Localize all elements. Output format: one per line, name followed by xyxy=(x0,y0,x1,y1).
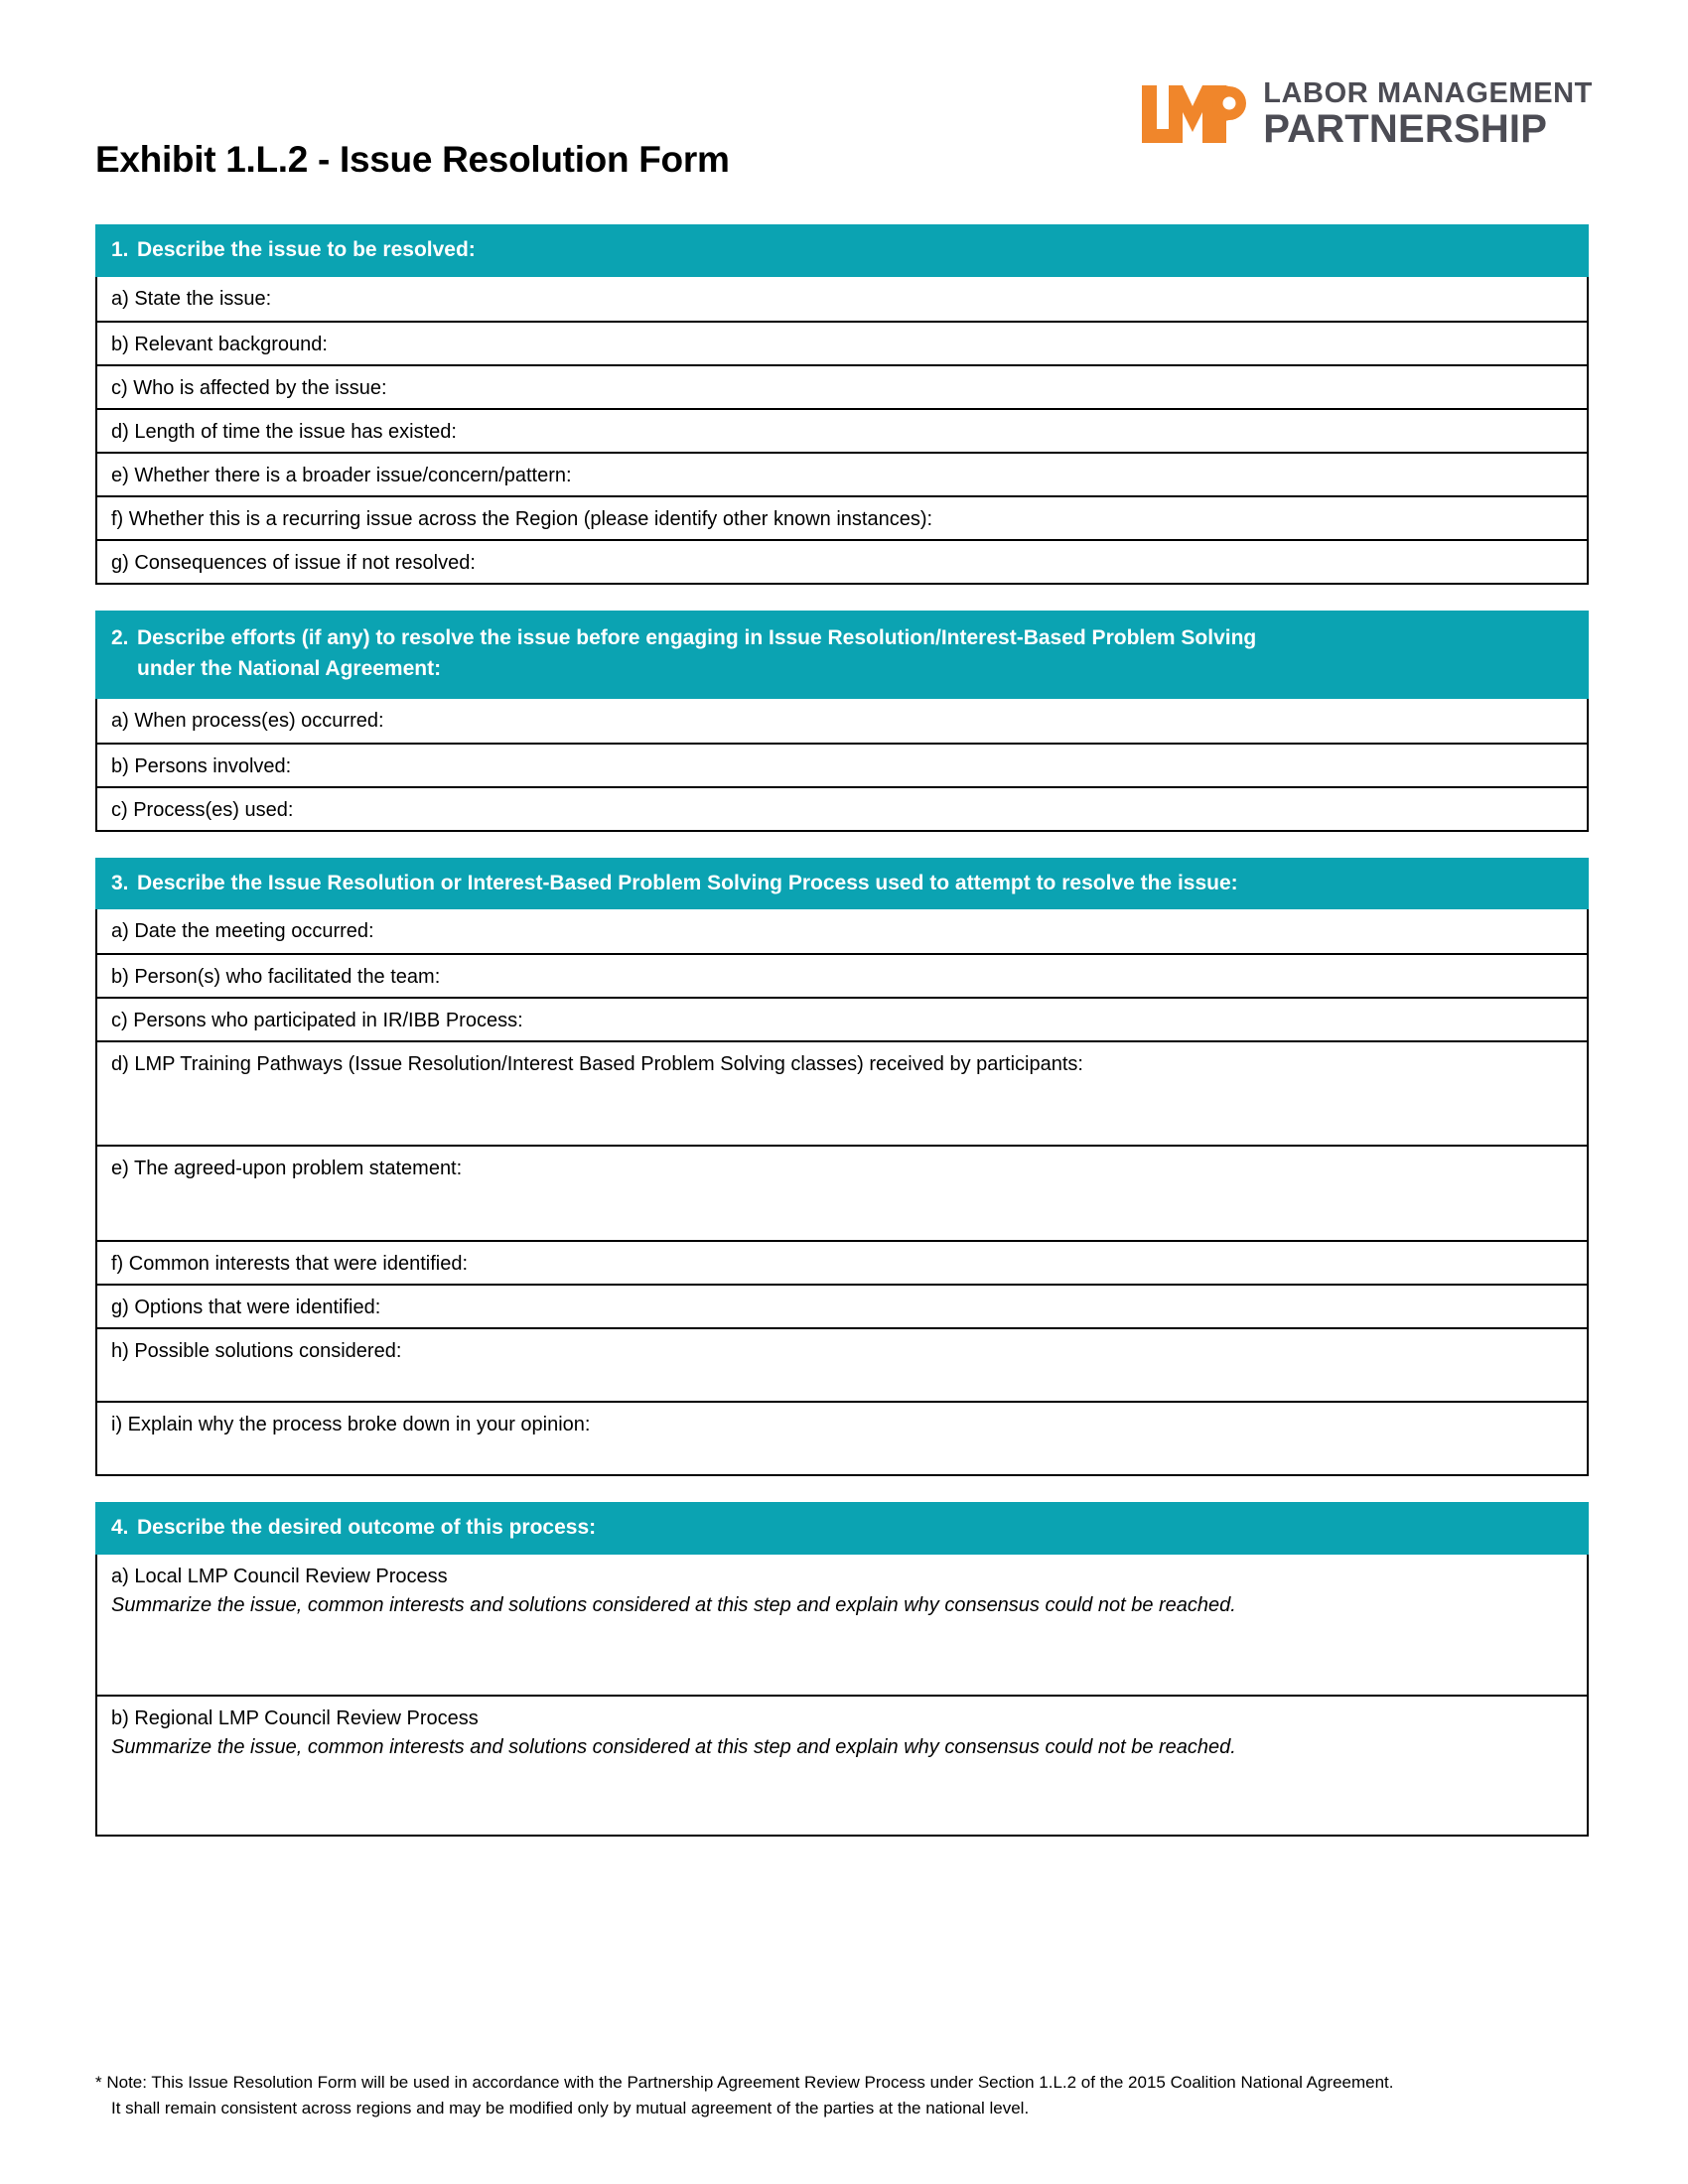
field-label-1g: g) Consequences of issue if not resolved: xyxy=(111,551,476,574)
footnote-line-2: It shall remain consistent across regions and may be modified only by mutual agreement of the parties at the national level. xyxy=(111,2099,1030,2118)
page-title: Exhibit 1.L.2 - Issue Resolution Form xyxy=(95,139,730,180)
section-3-rows xyxy=(95,909,1589,1476)
field-label-3g: g) Options that were identified: xyxy=(111,1297,381,1318)
section-2-heading-line2: under the National Agreement: xyxy=(137,657,442,680)
field-row-1e[interactable] xyxy=(97,452,1587,495)
field-label-3d: d) LMP Training Pathways (Issue Resolution/Interest Based Problem Solving classes) received by participants: xyxy=(111,1053,1083,1075)
field-row-3b[interactable] xyxy=(97,953,1587,997)
logo-wordmark xyxy=(1263,79,1593,150)
field-label-1a: a) State the issue: xyxy=(111,287,272,310)
section-4-header xyxy=(95,1502,1589,1555)
field-label-4b: b) Regional LMP Council Review Process xyxy=(111,1706,479,1729)
section-2 xyxy=(95,611,1589,832)
logo-line-partnership: PARTNERSHIP xyxy=(1263,107,1548,151)
footnote-line-1: * Note: This Issue Resolution Form will be used in accordance with the Partnership Agreement Review Process under Section 1.L.2 of the 2015 Coalition National Agreement. xyxy=(95,2073,1394,2092)
issue-resolution-form xyxy=(95,224,1589,1837)
section-4-heading: Describe the desired outcome of this process: xyxy=(137,1516,597,1539)
field-label-3e: e) The agreed-upon problem statement: xyxy=(111,1158,463,1179)
section-2-number: 2. xyxy=(111,625,129,649)
field-label-2c: c) Process(es) used: xyxy=(111,798,294,821)
field-row-2a[interactable] xyxy=(97,699,1587,743)
field-label-3b: b) Person(s) who facilitated the team: xyxy=(111,966,441,988)
section-1-heading: Describe the issue to be resolved: xyxy=(137,238,476,261)
section-1-number: 1. xyxy=(111,238,129,261)
field-label-1f: f) Whether this is a recurring issue across the Region (please identify other known instances): xyxy=(111,507,933,530)
field-row-2c[interactable] xyxy=(97,786,1587,830)
lmp-monogram-icon xyxy=(1140,83,1247,145)
section-4-rows xyxy=(95,1555,1589,1837)
footnote xyxy=(95,2070,1595,2122)
section-1 xyxy=(95,224,1589,585)
section-4-number: 4. xyxy=(111,1516,129,1539)
field-label-1b: b) Relevant background: xyxy=(111,333,328,355)
field-hint-4a: Summarize the issue, common interests and solutions considered at this step and explain why consensus could not be reached. xyxy=(111,1593,1236,1616)
field-label-2a: a) When process(es) occurred: xyxy=(111,709,384,732)
field-label-4a: a) Local LMP Council Review Process xyxy=(111,1565,448,1587)
field-row-1a[interactable] xyxy=(97,277,1587,321)
field-row-1b[interactable] xyxy=(97,321,1587,364)
field-row-3c[interactable] xyxy=(97,997,1587,1040)
field-row-1g[interactable] xyxy=(97,539,1587,583)
field-label-2b: b) Persons involved: xyxy=(111,754,292,777)
field-row-3e[interactable] xyxy=(97,1145,1587,1240)
field-row-2b[interactable] xyxy=(97,743,1587,786)
field-row-1f[interactable] xyxy=(97,495,1587,539)
section-3 xyxy=(95,858,1589,1477)
field-row-3a[interactable] xyxy=(97,909,1587,953)
section-1-header xyxy=(95,224,1589,277)
section-3-number: 3. xyxy=(111,871,129,894)
field-row-3d[interactable] xyxy=(97,1040,1587,1145)
field-label-3f: f) Common interests that were identified: xyxy=(111,1253,469,1275)
field-label-3i: i) Explain why the process broke down in your opinion: xyxy=(111,1414,591,1435)
section-2-heading-line1: Describe efforts (if any) to resolve the issue before engaging in Issue Resolution/Interest-Based Problem Solving xyxy=(137,625,1257,649)
field-label-3h: h) Possible solutions considered: xyxy=(111,1340,402,1362)
section-1-rows xyxy=(95,277,1589,585)
section-3-header xyxy=(95,858,1589,910)
field-row-1c[interactable] xyxy=(97,364,1587,408)
field-label-3a: a) Date the meeting occurred: xyxy=(111,920,374,942)
field-label-1d: d) Length of time the issue has existed: xyxy=(111,420,457,443)
field-row-3g[interactable] xyxy=(97,1284,1587,1327)
page-header xyxy=(0,0,1688,208)
section-2-rows xyxy=(95,699,1589,832)
field-row-3f[interactable] xyxy=(97,1240,1587,1284)
field-hint-4b: Summarize the issue, common interests and solutions considered at this step and explain why consensus could not be reached. xyxy=(111,1735,1236,1758)
field-row-1d[interactable] xyxy=(97,408,1587,452)
section-4 xyxy=(95,1502,1589,1837)
field-row-4a[interactable] xyxy=(97,1555,1587,1695)
logo-line-labor-management: LABOR MANAGEMENT xyxy=(1263,77,1593,109)
lmp-logo xyxy=(1140,77,1593,151)
field-label-3c: c) Persons who participated in IR/IBB Process: xyxy=(111,1010,523,1031)
field-row-3i[interactable] xyxy=(97,1401,1587,1474)
field-row-4b[interactable] xyxy=(97,1695,1587,1835)
section-3-heading: Describe the Issue Resolution or Interest-Based Problem Solving Process used to attempt to resolve the issue: xyxy=(137,871,1238,894)
field-row-3h[interactable] xyxy=(97,1327,1587,1401)
section-2-header xyxy=(95,611,1589,699)
field-label-1e: e) Whether there is a broader issue/concern/pattern: xyxy=(111,464,572,486)
field-label-1c: c) Who is affected by the issue: xyxy=(111,376,387,399)
